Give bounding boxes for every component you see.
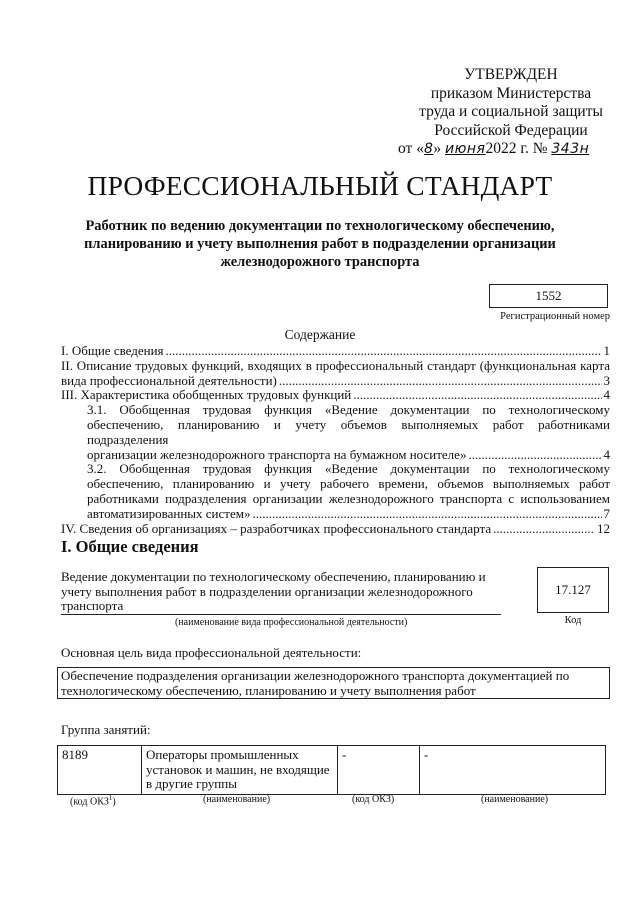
handwritten-number: 343н	[551, 141, 590, 157]
okz-name-cell-2: -	[420, 746, 606, 795]
caption-text-end: )	[112, 796, 116, 808]
registration-number-label: Регистрационный номер	[500, 311, 610, 322]
handwritten-month: июня	[445, 141, 486, 157]
toc-leader	[493, 522, 595, 537]
toc-item-text: автоматизированных систем»	[87, 505, 251, 521]
toc-page: 4	[603, 446, 610, 462]
toc-page: 3	[603, 372, 610, 388]
toc-leader	[166, 344, 602, 359]
occupation-group-table	[57, 745, 606, 795]
toc-item-3-1-line3[interactable]	[61, 448, 610, 463]
toc-item-3-2-line2[interactable]: обеспечению, планированию и учету рабочего времени, объемов выполняемых работ	[87, 476, 610, 492]
table-row	[58, 746, 606, 795]
footnote-mark: 1	[108, 794, 113, 802]
toc-item-3-2-line1[interactable]: 3.2. Обобщенная трудовая функция «Ведение документации по технологическому	[87, 461, 610, 477]
toc-item-text: вида профессиональной деятельности)	[61, 372, 277, 388]
toc-leader	[252, 507, 601, 522]
okz-name-caption: (наименование)	[203, 794, 271, 805]
toc-item-ii-line1[interactable]: II. Описание трудовых функций, входящих в профессиональный стандарт (функциональная карта	[61, 357, 610, 373]
toc-item-text: I. Общие сведения	[61, 343, 164, 358]
toc-leader	[279, 374, 602, 389]
handwritten-day: 8	[423, 141, 434, 157]
toc-title: Содержание	[284, 327, 356, 342]
approval-line-3: Российской Федерации	[434, 121, 588, 139]
okz-code-cell-2: -	[338, 746, 420, 795]
activity-kind-text: Ведение документации по технологическому обеспечению, планированию и учету выполнения работ в подразделении организации железнодорожного транспорта	[61, 569, 486, 613]
toc-item-text: IV. Сведения об организациях – разработчиках профессионального стандарта	[61, 520, 492, 536]
toc-page: 1	[603, 343, 610, 358]
toc-item-ii-line2[interactable]	[61, 374, 610, 389]
toc-leader	[468, 448, 601, 463]
okz-code-caption-2: (код ОКЗ)	[352, 794, 395, 805]
toc-item-iv[interactable]	[61, 522, 610, 537]
group-label: Группа занятий:	[61, 722, 151, 737]
okz-name-cell: Операторы промышленных установок и машин, не входящие в другие группы	[142, 746, 338, 795]
caption-text: (код ОКЗ	[70, 796, 109, 808]
toc-page: 12	[597, 520, 610, 536]
toc-item-3-1-line2[interactable]: обеспечению, планированию и учету объемов выполняемых работ работниками подразделения	[87, 416, 610, 447]
standard-subtitle: Работник по ведению документации по технологическому обеспечению, планированию и учету выполнения работ в подразделении организации железнодорожного транспорта	[84, 218, 556, 270]
toc-page: 4	[603, 387, 610, 403]
toc-item-text: организации железнодорожного транспорта на бумажном носителе»	[87, 446, 467, 462]
toc-item-3-2-line3[interactable]: работниками подразделения организации железнодорожного транспорта с использованием	[87, 490, 610, 506]
page-title: ПРОФЕССИОНАЛЬНЫЙ СТАНДАРТ	[87, 170, 553, 201]
registration-number-box: 1552	[489, 284, 608, 308]
date-mid: »	[433, 140, 442, 157]
goal-label: Основная цель вида профессиональной деятельности:	[61, 645, 362, 660]
okz-code-cell: 8189	[58, 746, 142, 795]
activity-kind-underline	[61, 614, 501, 615]
date-prefix: от «	[398, 140, 424, 157]
toc-item-iii[interactable]	[61, 388, 610, 403]
okz-name-caption-2: (наименование)	[481, 794, 549, 805]
activity-code-box: 17.127	[537, 567, 609, 613]
goal-box: Обеспечение подразделения организации железнодорожного транспорта документацией по технологическому обеспечению, планированию и учету выполнения работ	[57, 667, 610, 699]
approval-line-1: приказом Министерства	[430, 84, 592, 102]
toc-item-3-2-line4[interactable]	[61, 507, 610, 522]
okz-code-caption	[70, 794, 116, 807]
toc-leader	[353, 388, 601, 403]
approval-block	[396, 66, 626, 159]
table-of-contents	[61, 344, 610, 536]
toc-item-i[interactable]	[61, 344, 610, 359]
approval-title: УТВЕРЖДЕН	[464, 66, 558, 83]
section-heading: I. Общие сведения	[61, 537, 199, 556]
approval-date-line	[396, 140, 626, 159]
activity-kind-caption: (наименование вида профессиональной деятельности)	[175, 617, 408, 628]
toc-item-text: III. Характеристика обобщенных трудовых функций	[61, 387, 352, 403]
toc-page: 7	[603, 505, 610, 521]
date-suffix: 2022 г. №	[485, 140, 548, 157]
activity-code-caption: Код	[564, 615, 582, 626]
toc-item-3-1-line1[interactable]: 3.1. Обобщенная трудовая функция «Ведение документации по технологическому	[87, 402, 610, 418]
approval-line-2: труда и социальной защиты	[419, 103, 603, 120]
